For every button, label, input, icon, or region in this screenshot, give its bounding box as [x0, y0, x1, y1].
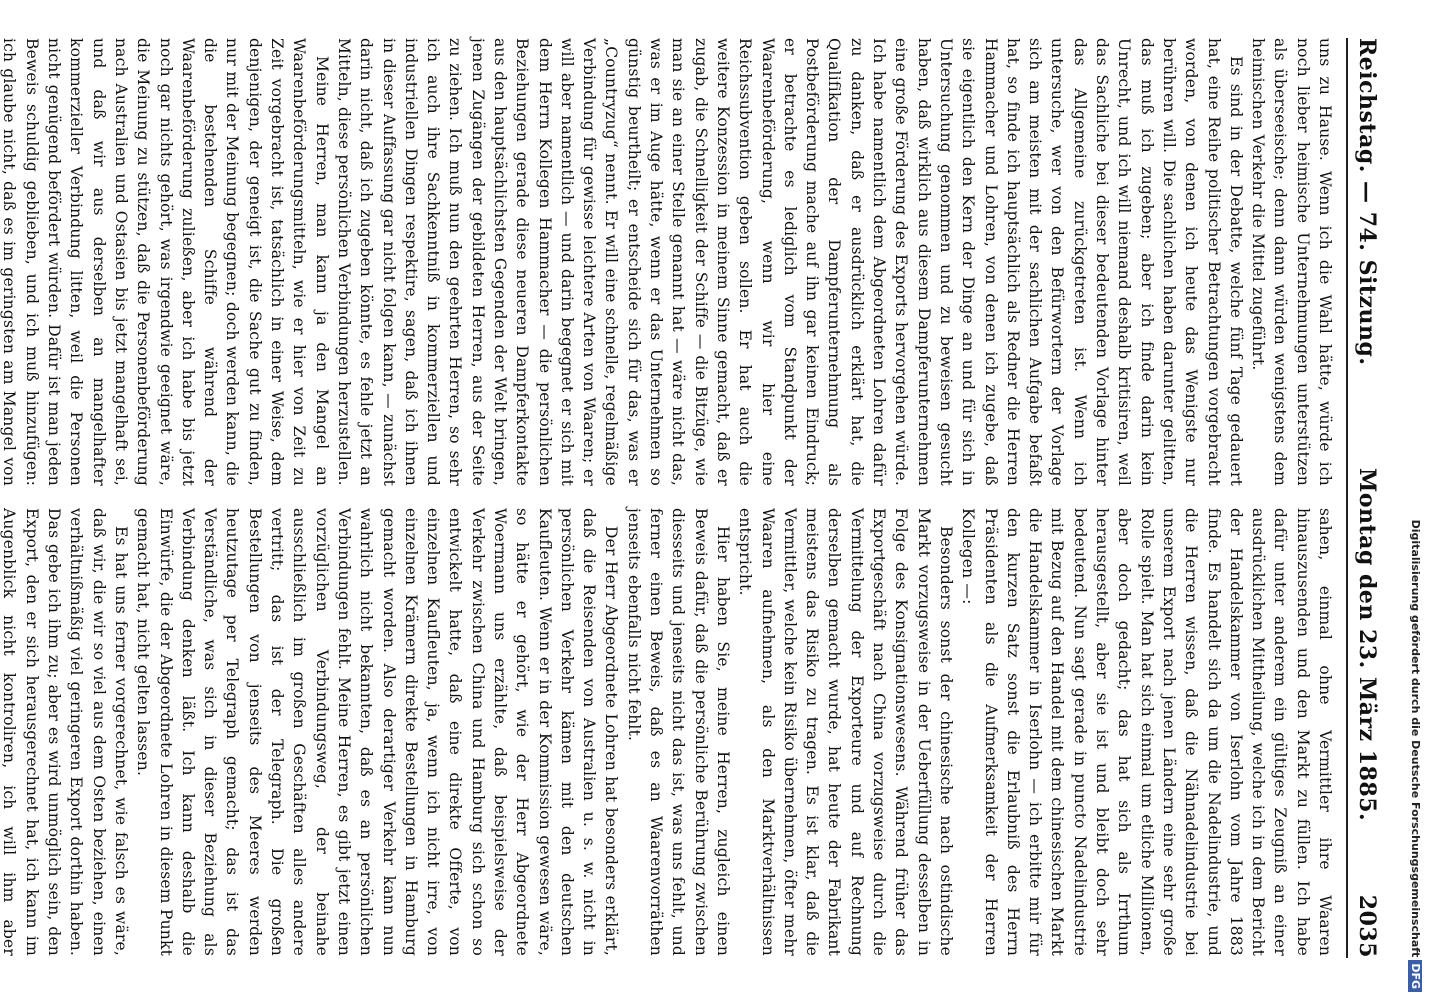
header-session: Reichstag. — 74. Sitzung.: [1354, 38, 1380, 366]
header-date: Montag den 23. März 1885.: [1354, 468, 1380, 822]
scanned-page: [0, 8, 1400, 988]
page-header: [1346, 38, 1382, 958]
quoted-paragraph: Besonders sonst der chinesische nach ostindische Markt vorzugsweise in der Ueberfüllung desselben in Folge des Konsignationswesens. Während früher das Exportgeschäft nach China vorzugsweise durch die Vermittelung der Exporteure und auf Rechnung derselben gemacht wurde, hat heute der Fabrikant meistens das Risiko zu tragen. Es ist klar, daß die Vermittler, welche kein Risiko übernehmen, öfter mehr Waaren aufnehmen, als den Marktverhältnissen entspricht.: [736, 508, 955, 956]
paragraph: Es sind in der Debatte, welche fünf Tage gedauert hat, eine Reihe politischer Betrachtungen vorgebracht worden, von denen ich heute das Wenigste nur berühren will. Die sachlichen haben darunter gelitten, das muß ich zugeben; aber ich finde darin kein Unrecht, und ich will niemand deshalb kritisiren, weil das Sachliche bei dieser bedeutenden Vorlage hinter das Allgemeine zurückgetreten ist. Wenn ich untersuche, wer von den Befürwortern der Vorlage sich am meisten mit der sachlichen Aufgabe befaßt hat, so finde ich hauptsächlich als Redner die Herren Hammacher und Lohren, von denen ich zugebe, daß sie eigentlich den Kern der Dinge an und für sich in Untersuchung genommen und zu beweisen gesucht haben, daß wirklich aus diesem Dampferunternehmen eine große Förderung des Exports hervorgehen würde. Ich habe namentlich dem Abgeordneten Lohren dafür zu danken, daß er ausdrücklich erklärt hat, die Qualifikation der Dampferunternehmung als Postbeförderung mache auf ihn gar keinen Eindruck; er betrachte es lediglich vom Standpunkt der Waarenbeförderung, wenn wir hier eine Reichssubvention geben sollen. Er hat auch die weitere Konzession in meinem Sinne gemacht, daß er zugab, die Schnelligkeit der Schiffe — die Bitzüge, wie man sie an einer Stelle genannt hat — wäre nicht das, was er im Auge hätte, wenn er das Unternehmen so günstig beurtheilt; er entscheide sich für das, was er „Countryzug“ nennt. Er will eine schnelle, regelmäßige Verbindung für gewisse leichtere Arten von Waaren; er will aber namentlich — und darin begegnet er sich mit dem Herrn Kollegen Hammacher — die persönlichen Beziehungen gerade diese neueren Dampferkontakte aus den hauptsächlichsten Gegenden der Welt bringen, jenen Zugängen der gebildeten Herren, aus der Seite zu ziehen. Ich muß nun den geehrten Herren, so sehr ich auch ihre Sachkenntniß in kommerziellen und industriellen Dingen respektire, sagen, daß ich ihnen in dieser Auffassung gar nicht folgen kann, — zunächst darin nicht, daß ich zugeben könnte, es fehle jetzt an Mitteln, diese persönlichen Verbindungen herzustellen.: [334, 38, 1245, 486]
paragraph: uns zu Hause. Wenn ich die Wahl hätte, würde ich noch lieber heimische Unternehmungen unterstützen als überseeische; denn dann würden wenigstens dem heimischen Verkehr die Mittel zugeführt.: [1249, 38, 1334, 486]
right-column: [0, 508, 1336, 956]
credit-text: Digitalisierung gefördert durch die Deutsche Forschungsgemeinschaft: [1409, 519, 1422, 958]
page-number: 2035: [1354, 894, 1380, 958]
paragraph: Meine Herren, man kann ja den Mangel an Waarenbeförderungsmitteln, wie er hier von Zeit zu Zeit vorgebracht ist, tatsächlich in einer Weise, dem denjenigen, der geneigt ist, die Sache gut zu finden, nur mit der Meinung begegnen; doch werden kann, die die bestehenden Schiffe während der Waarenbeförderung zuließen, aber ich habe bis jetzt noch gar nichts gehört, was irgendwie geeignet wäre, die Meinung zu stützen, daß die Personenbeförderung nach Australien und Ostasien bis jetzt mangelhaft sei, und daß wir aus derselben an mangelhafter kommerzieller Verbindung litten, weil die Personen nicht genügend befördert würden. Dafür ist man jeden Beweis schuldig geblieben, und ich muß hinzufügen: ich glaube nicht, daß es im geringsten am Mangel von: [0, 38, 331, 486]
paragraph: Der Herr Abgeordnete Lohren hat besonders erklärt, daß die Reisenden von Australien u. s. w. nicht in persönlichen Verkehr kämen mit den deutschen Kaufleuten. Wenn er in der Kommission gewesen wäre, so hätte er gehört, wie der Herr Abgeordnete Woermann uns erzählte, daß beispielsweise der Verkehr zwischen China und Hamburg sich schon so entwickelt hatte, daß eine direkte Offerte, von einzelnen Kaufleuten, ja, wenn ich nicht irre, von einzelnen Krämern direkte Bestellungen in Hamburg gemacht worden. Also derartiger Verkehr kann nun wahrlich nicht bekannten, daß es an persönlichen Verbindungen fehlt. Meine Herren, es gibt jetzt einen vorzüglichen Verbindungsweg, der beinahe ausschließlich im großen Geschäften alles andere vertritt; das ist der Telegraph. Die großen Bestellungen von jenseits des Meeres werden heutzutage per Telegraph gemacht; das ist das Verständliche, was sich in dieser Beziehung als Verbindung denken läßt. Ich kann deshalb die Einwürfe, die der Abgeordnete Lohren in diesem Punkt gemacht hat, nicht gelten lassen.: [134, 508, 621, 956]
paragraph: sahen, einmal ohne Vermittler ihre Waaren hinauszusenden und den Markt zu füllen. Ich habe dafür unter anderem ein gültiges Zeugniß an einer ausdrücklichen Mittheilung, welche ich in dem Bericht der Handelskammer von Iserlohn vom Jahre 1883 finde. Es handelt sich da um die Nadelindustrie, und die Herren wissen, daß die Nähnadelindustrie bei unserem Export nach jenen Ländern eine sehr große Rolle spielt. Man hat sich einmal um etliche Millionen, aber doch gedacht; das hat sich als Irrthum herausgestellt, aber sie ist und bleibt doch sehr bedeutend. Nun sagt gerade in puncto Nadelindustrie mit Bezug auf den Handel mit dem chinesischen Markt die Handelskammer in Iserlohn — ich erbitte mir für den kurzen Satz sonst die Erlaubniß des Herrn Präsidenten als die Aufmerksamkeit der Herren Kollegen —:: [959, 508, 1334, 956]
paragraph: Es hat uns ferner vorgerechnet, wie falsch es wäre, daß wir, die wir so viel aus dem Osten beziehen, einen verhältnißmäßig viel geringeren Export dorthin haben. Das gebe ich ihm zu; aber es wird unmöglich sein, den Export, den er sich herausgerechnet hat, ich kann im Augenblick nicht kontroliren, ich will ihm aber: [0, 508, 130, 956]
paragraph: Hier haben Sie, meine Herren, zugleich einen Beweis dafür, daß die persönliche Berührung zwischen diesseits und jenseits nicht das ist, was uns fehlt, und ferner einen Beweis, daß es an Waarenvorräthen jenseits ebenfalls nicht fehlt.: [624, 508, 732, 956]
left-column: [0, 38, 1336, 486]
dfg-logo: DFG: [1408, 960, 1422, 992]
digitization-credit: [1405, 0, 1432, 1000]
